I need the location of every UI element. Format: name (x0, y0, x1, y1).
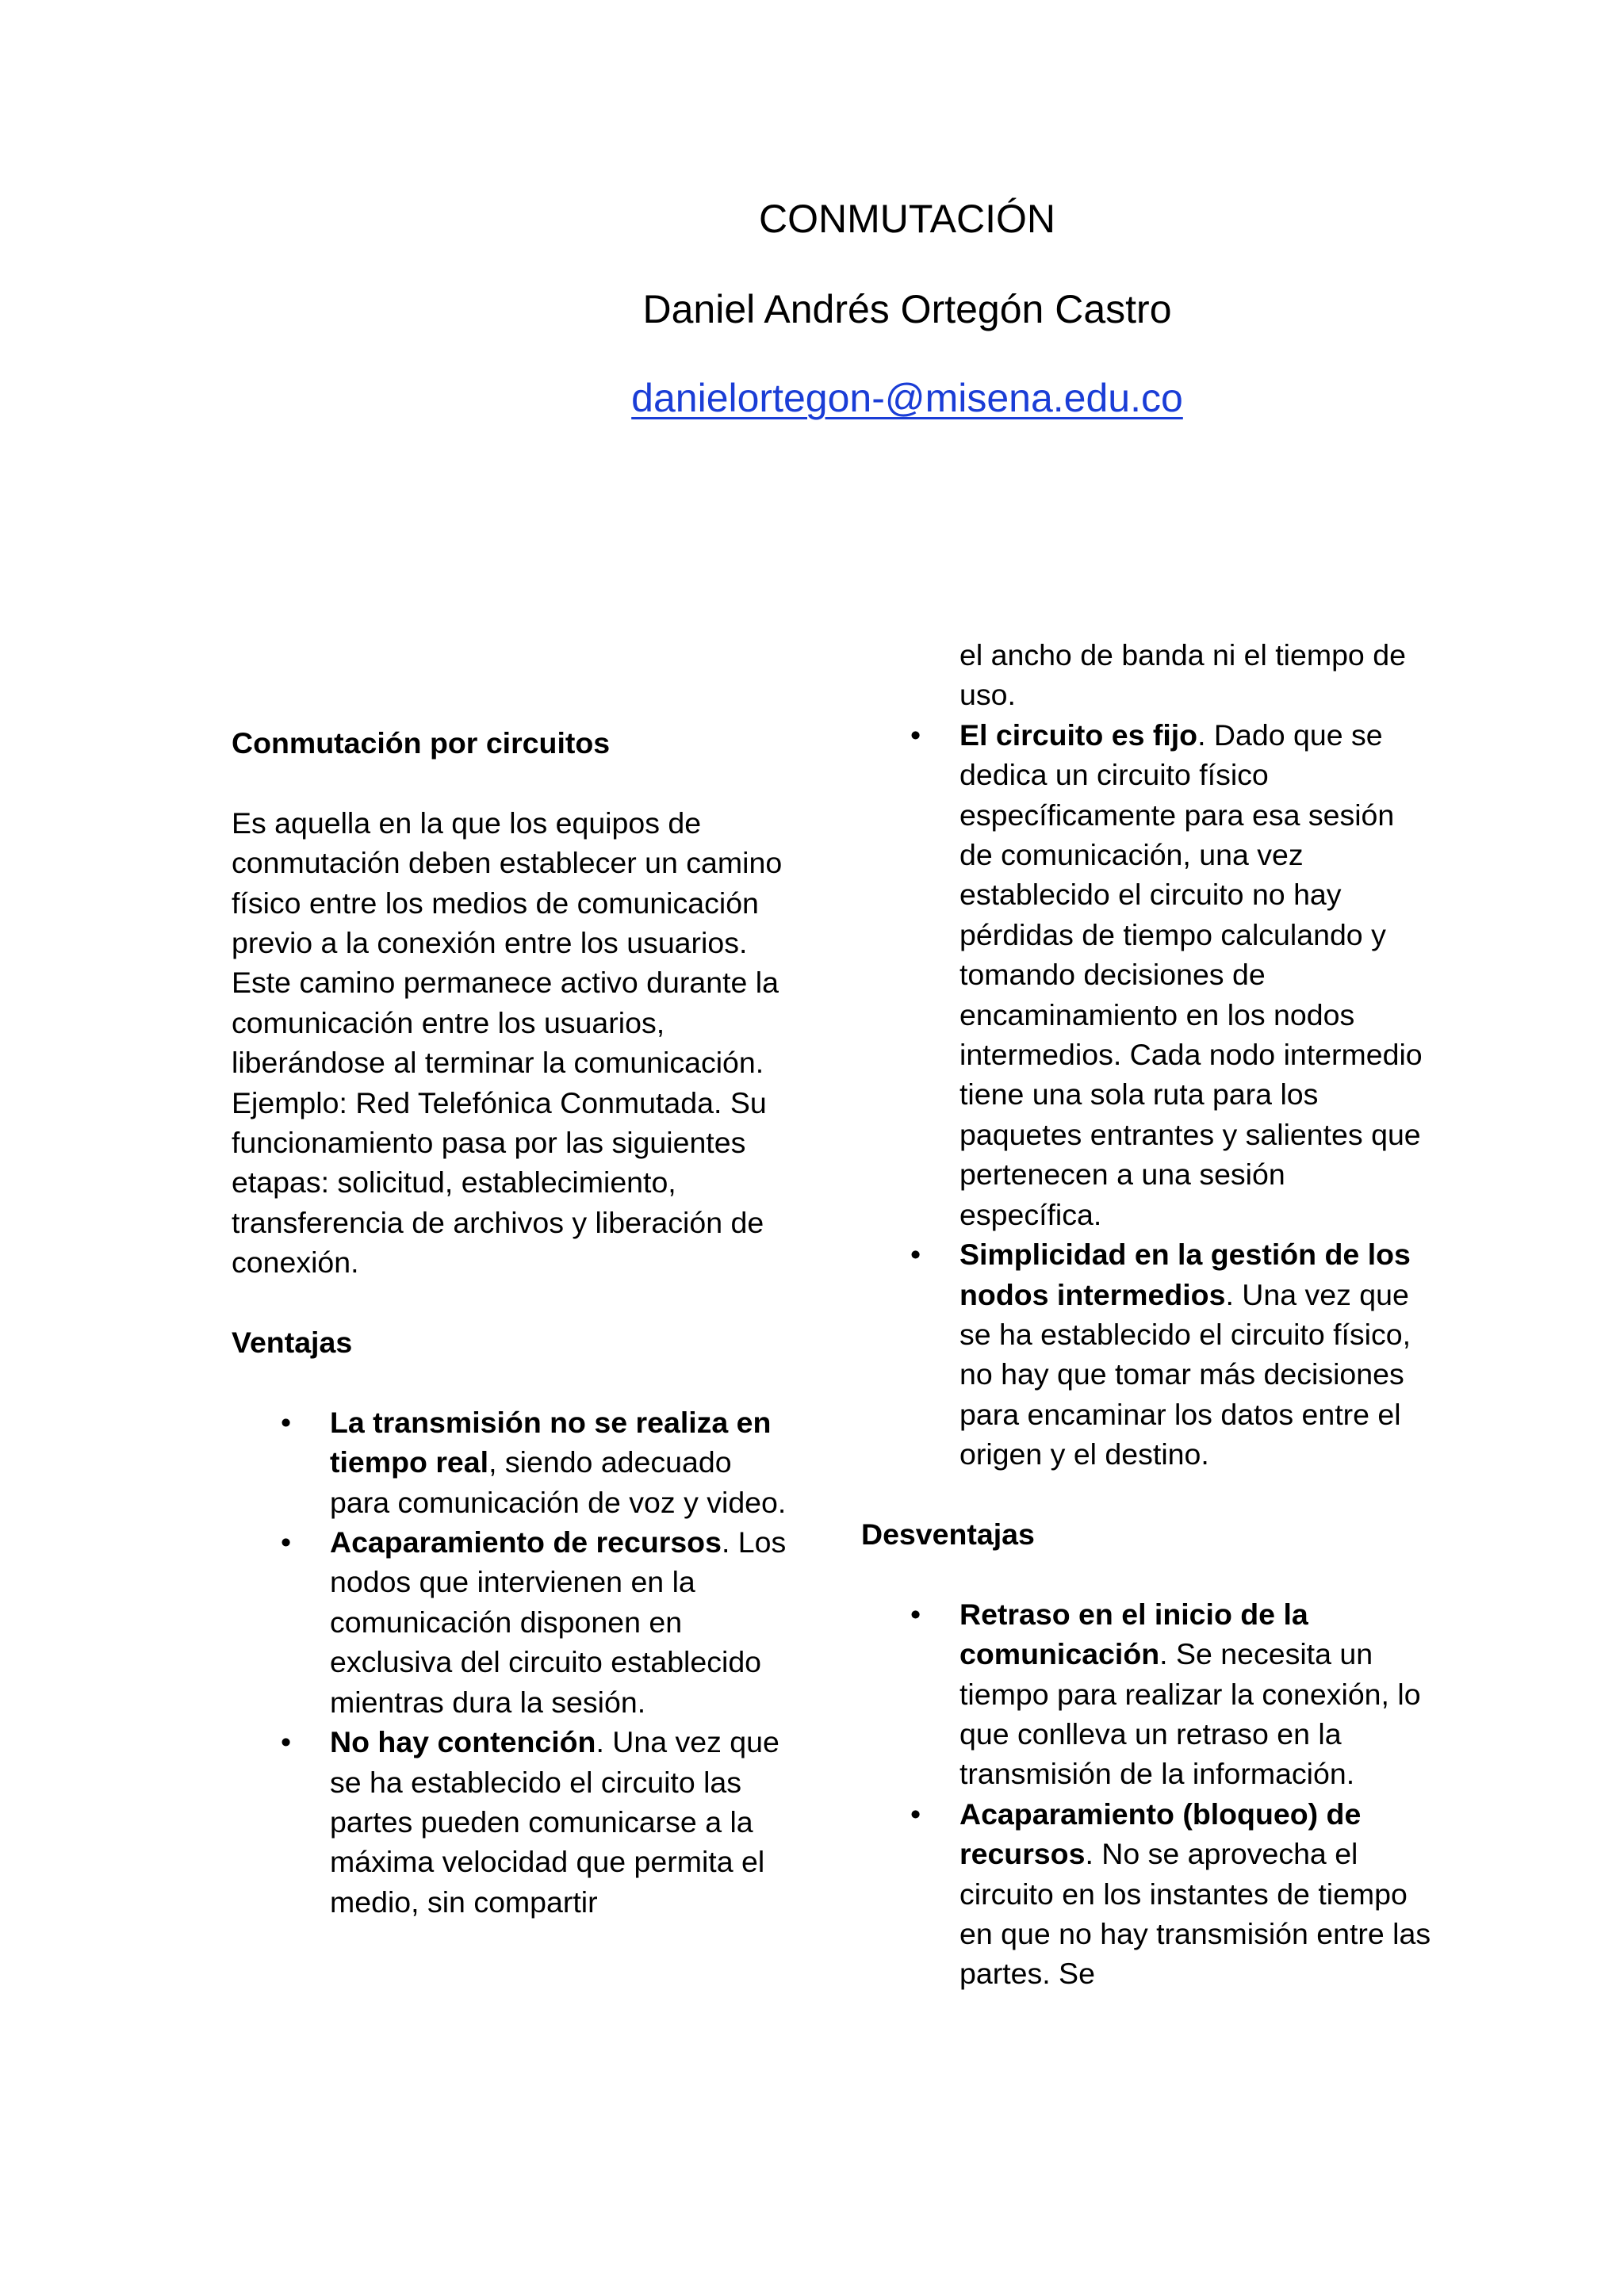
list-item (232, 1522, 787, 1722)
bullet-icon: • (281, 1725, 292, 1759)
desventajas-list (861, 1594, 1432, 1994)
bullet-icon: • (910, 1797, 921, 1831)
item-text: . Una vez que se ha establecido el circuito las partes pueden comunicarse a la máxima velocidad que permita el medio, sin compartir (330, 1725, 779, 1919)
item-bold-lead: No hay contención (330, 1725, 596, 1759)
list-item (861, 1794, 1432, 1994)
item-text: . Se necesita un tiempo para realizar la conexión, lo que conlleva un retraso en la transmisión de la información. (959, 1637, 1421, 1791)
list-item (232, 1402, 787, 1522)
item-bold-lead: La transmisión no se realiza en tiempo real (330, 1405, 772, 1479)
intro-paragraph: Es aquella en la que los equipos de conmutación deben establecer un camino físico entre los medios de comunicación previo a la conexión entre los usuarios. Este camino permanece activo durante la comunicación entre los usuarios, liberándose al terminar la comunicación. Ejemplo: Red Telefónica Conmutada. Su funcionamiento pasa por las siguientes etapas: solicitud, establecimiento, transferencia de archivos y liberación de conexión. (232, 806, 783, 1280)
item-text: . No se aprovecha el circuito en los instantes de tiempo en que no hay transmisión entre las partes. Se (959, 1837, 1431, 1991)
item-bold-lead: Acaparamiento de recursos (330, 1525, 722, 1559)
item-text: . Una vez que se ha establecido el circuito físico, no hay que tomar más decisiones para encaminar los datos entre el origen y el destino. (959, 1277, 1411, 1471)
bullet-icon: • (281, 1405, 292, 1439)
ventajas-heading: Ventajas (232, 1326, 353, 1360)
ventajas-list-continued (861, 715, 1432, 1475)
desventajas-heading: Desventajas (861, 1517, 1035, 1551)
item-bold-lead: Acaparamiento (bloqueo) de recursos (959, 1797, 1362, 1871)
list-item (861, 1594, 1432, 1794)
ventajas-list (232, 1402, 787, 1922)
list-item (861, 1234, 1432, 1474)
item-text: . Los nodos que intervienen en la comunicación disponen en exclusiva del circuito establecido mientras dura la sesión. (330, 1525, 787, 1719)
right-column (861, 635, 1432, 1994)
section-heading: Conmutación por circuitos (232, 726, 611, 760)
left-column (232, 723, 787, 1922)
item-bold-lead: Retraso en el inicio de la comunicación (959, 1597, 1308, 1671)
item-bold-lead: El circuito es fijo (959, 718, 1198, 752)
item-text: . Dado que se dedica un circuito físico específicamente para esa sesión de comunicación, una vez establecido el circuito no hay pérdidas de tiempo calculando y tomando decisiones de encaminamiento en los nodos intermedios. Cada nodo intermedio tiene una sola ruta para los paquetes entrantes y salientes que pertenecen a una sesión específica. (959, 718, 1423, 1231)
author-name: Daniel Andrés Ortegón Castro (642, 287, 1172, 331)
list-item (861, 715, 1432, 1234)
list-item (232, 1722, 787, 1922)
item-text: , siendo adecuado para comunicación de voz y video. (330, 1445, 787, 1519)
bullet-icon: • (910, 718, 921, 752)
bullet-icon: • (910, 1238, 921, 1272)
continuation-text: el ancho de banda ni el tiempo de uso. (959, 638, 1406, 712)
bullet-icon: • (910, 1597, 921, 1631)
bullet-icon: • (281, 1525, 292, 1559)
author-email-link[interactable]: danielortegon-@misena.edu.co (631, 376, 1183, 420)
item-bold-lead: Simplicidad en la gestión de los nodos intermedios (959, 1238, 1411, 1311)
document-title: CONMUTACIÓN (758, 197, 1056, 241)
